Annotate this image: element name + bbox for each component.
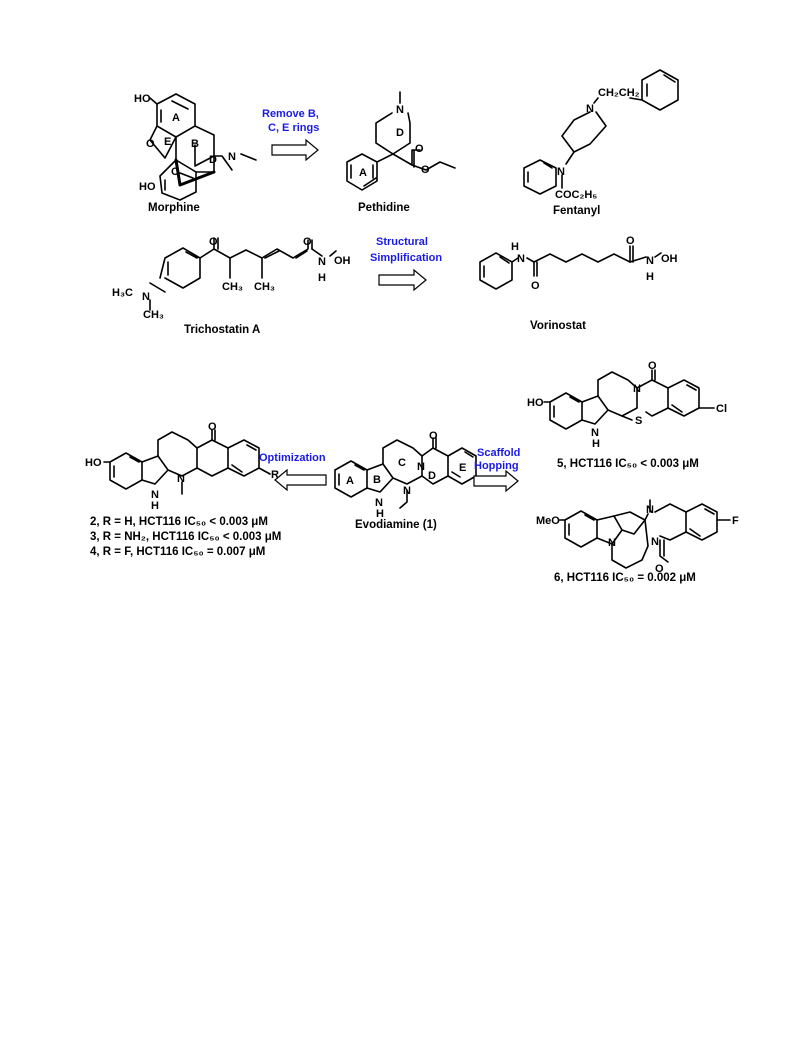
- pethidine-ring-a: A: [359, 167, 367, 179]
- evodiamine-ring-e: E: [459, 462, 467, 474]
- pethidine-o2: O: [421, 164, 430, 176]
- compound5-ho: HO: [527, 397, 544, 409]
- evodiamine-label: Evodiamine (1): [355, 519, 437, 531]
- hollow-arrow-right-icon: [272, 140, 318, 160]
- compound2-activity: 2, R = H, HCT116 IC₅₀ < 0.003 μM: [90, 516, 268, 528]
- vorinostat-h-bottom: H: [646, 271, 654, 283]
- pethidine-n: N: [396, 104, 404, 116]
- morphine-ring-a: A: [172, 112, 180, 124]
- arrow2-text-line1: Structural: [376, 236, 428, 248]
- vorinostat-n2: N: [646, 255, 654, 267]
- fentanyl-n-amide: N: [557, 166, 565, 178]
- vorinostat-o2: O: [626, 235, 635, 247]
- trichostatin-n: N: [142, 291, 150, 303]
- compound6-o: O: [655, 563, 664, 575]
- trichostatin-ch3-b: CH₃: [254, 281, 275, 293]
- evodiamine-n-bottom: N: [403, 485, 411, 497]
- compound2-r: R: [271, 469, 279, 481]
- evodiamine-h: H: [376, 508, 384, 520]
- evodiamine-ring-d: D: [428, 470, 436, 482]
- trichostatin-h: H: [318, 272, 326, 284]
- morphine-ho-bottom: HO: [139, 181, 156, 193]
- compound2-h: H: [151, 500, 159, 512]
- morphine-ring-b: B: [191, 138, 199, 150]
- evodiamine-o: O: [429, 430, 438, 442]
- morphine-ring-d: D: [209, 154, 217, 166]
- morphine-n: N: [228, 151, 236, 163]
- vorinostat-h-top: H: [511, 241, 519, 253]
- compound2-ho: HO: [85, 457, 102, 469]
- compound-2-structure: [85, 421, 281, 558]
- morphine-ring-e: E: [164, 136, 172, 148]
- pethidine-o1: O: [415, 143, 424, 155]
- vorinostat-oh: OH: [661, 253, 678, 265]
- compound2-n: N: [177, 473, 185, 485]
- compound2-nh: N: [151, 489, 159, 501]
- compound6-n2: N: [608, 537, 616, 549]
- morphine-ring-c: C: [171, 166, 179, 178]
- arrow-structural-simplification: [370, 236, 442, 290]
- compound-5-structure: [527, 360, 727, 470]
- trichostatin-o: O: [209, 236, 218, 248]
- hollow-arrow-right-icon: [474, 471, 518, 491]
- arrow2-text-line2: Simplification: [370, 252, 443, 264]
- morphine-ho-top: HO: [134, 93, 151, 105]
- compound5-o: O: [648, 360, 657, 372]
- trichostatin-oh: OH: [334, 255, 351, 267]
- arrow4-text-line2: Hopping: [474, 460, 519, 472]
- trichostatin-o2: O: [303, 236, 312, 248]
- evodiamine-ring-b: B: [373, 474, 381, 486]
- arrow-scaffold-hopping: [474, 447, 520, 491]
- morphine-label: Morphine: [148, 202, 200, 214]
- fentanyl-ch2ch2: CH₂CH₂: [598, 87, 640, 99]
- trichostatin-nh: N: [318, 256, 326, 268]
- fentanyl-structure: [524, 70, 678, 217]
- compound5-cl: Cl: [716, 403, 727, 415]
- trichostatin-structure: [112, 236, 351, 336]
- hollow-arrow-left-icon: [275, 470, 326, 490]
- arrow1-text-line1: Remove B,: [262, 108, 319, 120]
- evodiamine-n-top: N: [417, 461, 425, 473]
- compound5-h: H: [592, 438, 600, 450]
- morphine-o: O: [146, 138, 155, 150]
- arrow1-text-line2: C, E rings: [268, 122, 320, 134]
- evodiamine-ring-c: C: [398, 457, 406, 469]
- compound3-activity: 3, R = NH₂, HCT116 IC₅₀ < 0.003 μM: [90, 531, 282, 543]
- fentanyl-coc2h5: COC₂H₅: [555, 189, 598, 201]
- pethidine-label: Pethidine: [358, 202, 410, 214]
- compound6-meo: MeO: [536, 515, 560, 527]
- hollow-arrow-right-icon: [379, 270, 426, 290]
- compound2-o: O: [208, 421, 217, 433]
- trichostatin-label: Trichostatin A: [184, 324, 261, 336]
- compound5-nh: N: [591, 427, 599, 439]
- vorinostat-structure: [480, 235, 678, 332]
- compound5-activity: 5, HCT116 IC₅₀ < 0.003 μM: [557, 458, 699, 470]
- vorinostat-o1: O: [531, 280, 540, 292]
- evodiamine-nh: N: [375, 497, 383, 509]
- fentanyl-n-pip: N: [586, 103, 594, 115]
- trichostatin-h3c: H₃C: [112, 287, 133, 299]
- arrow-optimization: [259, 452, 326, 490]
- compound6-n3: N: [651, 536, 659, 548]
- compound5-n: N: [633, 383, 641, 395]
- arrow3-text: Optimization: [259, 452, 326, 464]
- pethidine-structure: [347, 92, 455, 214]
- pethidine-ring-d: D: [396, 127, 404, 139]
- compound6-activity: 6, HCT116 IC₅₀ = 0.002 μM: [554, 572, 696, 584]
- vorinostat-label: Vorinostat: [530, 320, 587, 332]
- evodiamine-structure: [335, 430, 476, 531]
- fentanyl-label: Fentanyl: [553, 205, 601, 217]
- arrow4-text-line1: Scaffold: [477, 447, 521, 459]
- trichostatin-ch3-a: CH₃: [222, 281, 243, 293]
- vorinostat-n1: N: [517, 253, 525, 265]
- compound6-n1: N: [646, 504, 654, 516]
- compound5-s: S: [635, 415, 643, 427]
- evodiamine-ring-a: A: [346, 475, 354, 487]
- morphine-structure: [134, 93, 256, 214]
- compound4-activity: 4, R = F, HCT116 IC₅₀ = 0.007 μM: [90, 546, 266, 558]
- compound-6-structure: [536, 500, 739, 584]
- compound6-f: F: [732, 515, 739, 527]
- arrow-remove-rings: [262, 108, 319, 160]
- trichostatin-ch3-n: CH₃: [143, 309, 164, 321]
